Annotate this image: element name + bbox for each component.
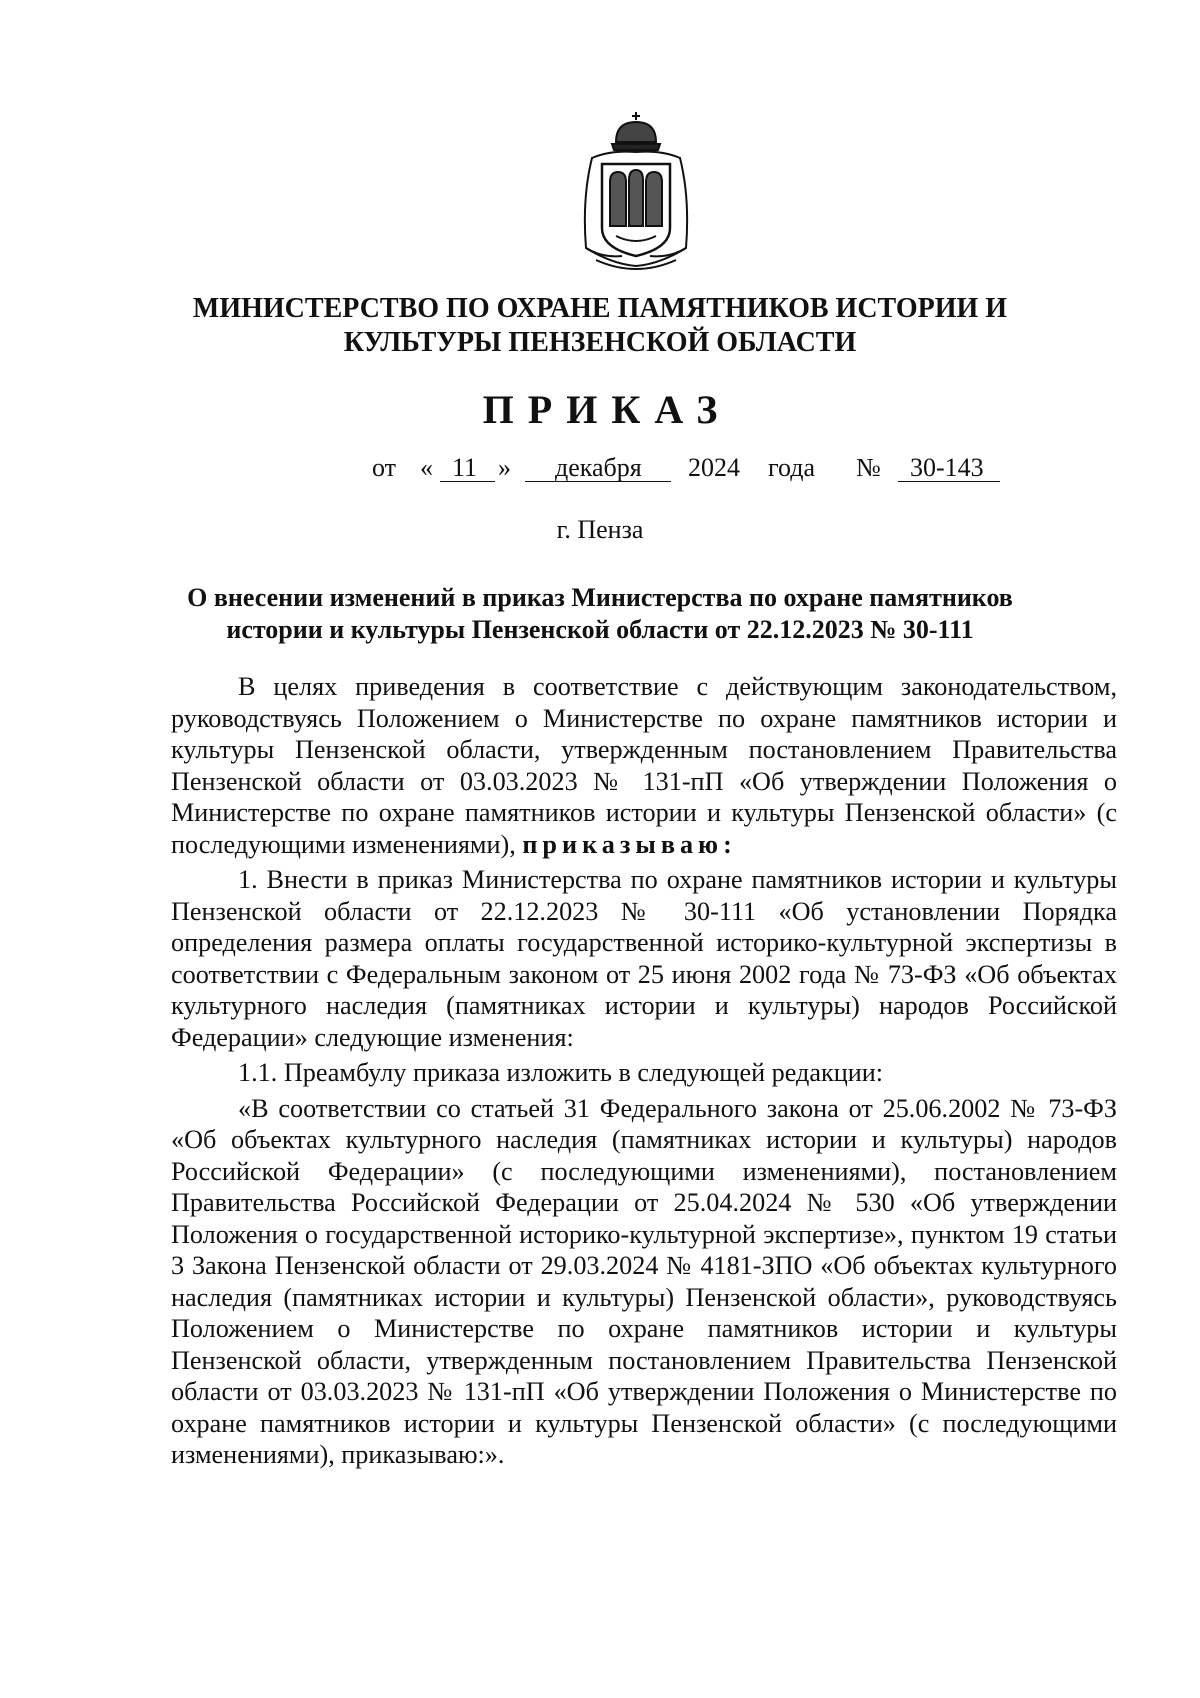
ministry-name-line2: КУЛЬТУРЫ ПЕНЗЕНСКОЙ ОБЛАСТИ	[343, 327, 857, 358]
document-subject	[170, 582, 1030, 646]
date-month: декабря	[555, 453, 642, 482]
subject-line1: О внесении изменений в приказ Министерства по охране памятников	[187, 583, 1013, 612]
ministry-name-line1: МИНИСТЕРСТВО ПО ОХРАНЕ ПАМЯТНИКОВ ИСТОРИИ И	[192, 293, 1008, 324]
date-year: 2024	[688, 453, 740, 482]
order-number: 30-143	[910, 453, 984, 482]
order-word: приказываю:	[522, 829, 737, 859]
document-body	[171, 671, 1117, 1475]
number-sign: №	[856, 453, 881, 482]
order-date-number-line	[0, 452, 1200, 488]
preamble-paragraph: «В соответствии со статьей 31 Федерального закона от 25.06.2002 № 73-ФЗ «Об объектах культурного наследия (памятниках истории и культуры) народов Российской Федерации» (с последующими изменениями), постановлением Правительства Российской Федерации от 25.04.2024 № 530 «Об утверждении Положения о государственной историко-культурной экспертизе», пунктом 19 статьи 3 Закона Пензенской области от 29.03.2024 № 4181-ЗПО «Об объектах культурного наследия (памятниках истории и культуры) Пензенской области», руководствуясь Положением о Министерстве по охране памятников истории и культуры Пензенской области, утвержденным постановлением Правительства Пензенской области от 03.03.2023 № 131-пП «Об утверждении Положения о Министерстве по охране памятников истории и культуры Пензенской области» (с последующими изменениями), приказываю:».	[171, 1093, 1117, 1469]
intro-text: В целях приведения в соответствие с действующим законодательством, руководствуясь Положением о Министерстве по охране памятников истории и культуры Пензенской области, утвержденным постановлением Правительства Пензенской области от 03.03.2023 № 131-пП «Об утверждении Положения о Министерстве по охране памятников истории и культуры Пензенской области» (с последующими изменениями),	[171, 672, 1117, 859]
item-1-1-paragraph: 1.1. Преамбулу приказа изложить в следующей редакции:	[238, 1058, 884, 1087]
date-open-quote: «	[420, 453, 433, 482]
coat-of-arms-emblem	[572, 108, 700, 276]
date-from-label: от	[372, 453, 397, 482]
date-year-word: года	[768, 453, 816, 482]
intro-paragraph	[171, 671, 1117, 860]
subject-line2: истории и культуры Пензенской области от 22.12.2023 № 30-111	[226, 615, 974, 644]
item-1-paragraph: 1. Внести в приказ Министерства по охране памятников истории и культуры Пензенской области от 22.12.2023 № 30-111 «Об установлении Порядка определения размера оплаты государственной историко-культурной экспертизы в соответствии с Федеральным законом от 25 июня 2002 года № 73-ФЗ «Об объектах культурного наследия (памятниках истории и культуры) народов Российской Федерации» следующие изменения:	[171, 865, 1117, 1052]
date-day: 11	[452, 453, 478, 482]
date-close-quote: »	[498, 453, 511, 482]
ministry-name	[150, 292, 1050, 360]
document-type-title: ПРИКАЗ	[482, 387, 732, 432]
city-name: г. Пенза	[556, 515, 644, 544]
